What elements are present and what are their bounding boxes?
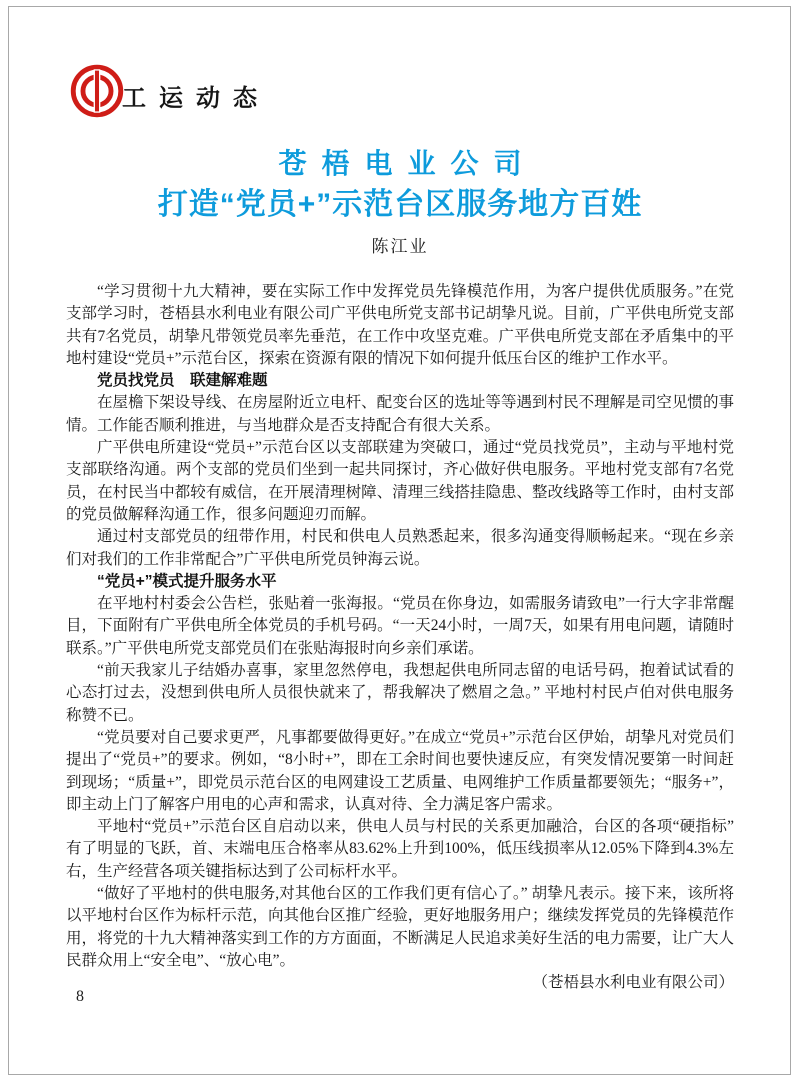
paragraph: “做好了平地村的供电服务,对其他台区的工作我们更有信心了。” 胡挚凡表示。接下来，该所将以平地村台区作为标杆示范，向其他台区推广经验，更好地服务用户；继续发挥党员的先锋模范作用，将党的十九大精神落实到工作的方方面面，不断满足人民追求美好生活的电力需要，让广大人民群众用上“安全电”、“放心电”。 (66, 885, 734, 969)
paragraph: “前天我家儿子结婚办喜事，家里忽然停电，我想起供电所同志留的电话号码，抱着试试看的心态打过去，没想到供电所人员很快就来了，帮我解决了燃眉之急。” 平地村村民卢伯对供电服务称赞不已。 (66, 662, 734, 724)
article-title-line2: 打造“党员+”示范台区服务地方百姓 (157, 188, 643, 221)
trade-union-emblem-icon (70, 64, 124, 118)
section-heading: “党员+”模式提升服务水平 (97, 572, 277, 590)
masthead-title: 工运动态 (122, 86, 270, 112)
paragraph: “党员要对自己要求更严，凡事都要做得更好。”在成立“党员+”示范台区伊始，胡挚凡对党员们提出了“党员+”的要求。例如，“8小时+”，即在工余时间也要快速反应，有突发情况要第一时间赶到现场；“质量+”，即党员示范台区的电网建设工艺质量、电网维护工作质量都要领先；“服务+”，即主动上门了解客户用电的心声和需求，认真对待、全力满足客户需求。 (66, 728, 734, 813)
section-heading: 党员找党员 联建解难题 (97, 372, 268, 390)
paragraph: 通过村支部党员的纽带作用，村民和供电人员熟悉起来，很多沟通变得顺畅起来。“现在乡亲们对我们的工作非常配合”广平供电所党员钟海云说。 (66, 528, 734, 568)
article-author: 陈江业 (371, 237, 429, 256)
paragraph: “学习贯彻十九大精神，要在实际工作中发挥党员先锋模范作用，为客户提供优质服务。”在党支部学习时，苍梧县水利电业有限公司广平供电所党支部书记胡挚凡说。目前，广平供电所党支部共有7名党员，胡挚凡带领党员率先垂范，在工作中攻坚克难。广平供电所党支部在矛盾集中的平地村建设“党员+”示范台区，探索在资源有限的情况下如何提升低压台区的维护工作水平。 (66, 283, 734, 367)
article-body (66, 281, 734, 995)
article-title-line1: 苍梧电业公司 (278, 148, 537, 179)
paragraph: 在平地村村委会公告栏，张贴着一张海报。“党员在你身边，如需服务请致电”一行大字非常醒目，下面附有广平供电所全体党员的手机号码。“一天24小时，一周7天，如果有用电问题，请随时联系。”广平供电所党支部党员们在张贴海报时向乡亲们承诺。 (66, 595, 734, 657)
paragraph: 平地村“党员+”示范台区自启动以来，供电人员与村民的关系更加融洽，台区的各项“硬指标”有了明显的飞跃，首、末端电压合格率从83.62%上升到100%，低压线损率从12.05%下降到4.3%左右，生产经营各项关键指标达到了公司标杆水平。 (66, 818, 734, 880)
page-number: 8 (76, 988, 84, 1005)
paragraph: 广平供电所建设“党员+”示范台区以支部联建为突破口，通过“党员找党员”，主动与平地村党支部联络沟通。两个支部的党员们坐到一起共同探讨，齐心做好供电服务。平地村党支部有7名党员，在村民当中都较有威信，在开展清理树障、清理三线搭挂隐患、整改线路等工作时，由村支部的党员做解释沟通工作，很多问题迎刃而解。 (66, 439, 734, 523)
paragraph: 在屋檐下架设导线、在房屋附近立电杆、配变台区的选址等等遇到村民不理解是司空见惯的事情。工作能否顺利推进，与当地群众是否支持配合有很大关系。 (66, 394, 734, 434)
article-attribution: （苍梧县水利电业有限公司） (532, 974, 734, 992)
